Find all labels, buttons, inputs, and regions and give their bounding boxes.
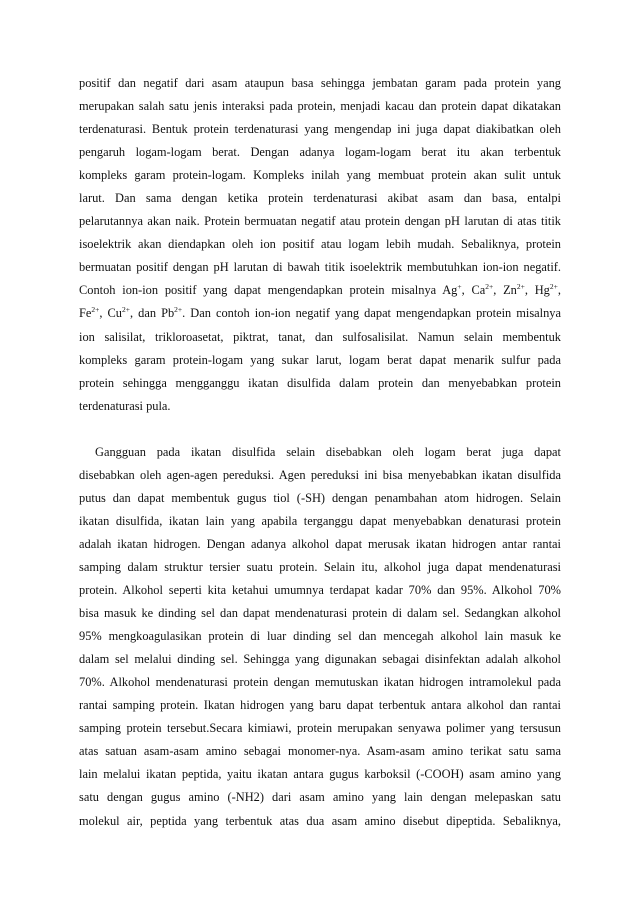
text-line: ion salisilat, trikloroasetat, piktrat, tanat, dan sulfosalisilat. Namun selain membentuk xyxy=(79,329,561,344)
text-line: samping dalam struktur tersier suatu protein. Selain itu, alkohol juga dapat mendenaturasi xyxy=(79,559,561,574)
text-segment: , Cu xyxy=(99,306,122,321)
text-segment: , Zn xyxy=(493,283,517,298)
text-segment: . Dan contoh ion-ion negatif yang dapat mengendapkan protein misalnya xyxy=(182,306,561,321)
text-line: pelarutannya akan naik. Protein bermuatan negatif atau protein dengan pH larutan di atas titik xyxy=(79,214,561,229)
charge-superscript: 2+ xyxy=(549,282,558,292)
text-segment: , Ca xyxy=(461,283,486,298)
text-line: Gangguan pada ikatan disulfida selain disebabkan oleh logam berat juga dapat xyxy=(95,444,561,459)
text-line: rantai samping protein. Ikatan hidrogen yang baru dapat terbentuk antara alkohol dan rantai xyxy=(79,698,561,713)
charge-superscript: 2+ xyxy=(516,282,525,292)
text-line: 95% mengkoagulasikan protein di luar dinding sel dan mencegah alkohol lain masuk ke xyxy=(79,629,561,644)
charge-superscript: 2+ xyxy=(174,305,183,315)
text-line: positif dan negatif dari asam ataupun basa sehingga jembatan garam pada protein yang xyxy=(79,76,561,90)
text-line: protein. Alkohol seperti kita ketahui umumnya terdapat kadar 70% dan 95%. Alkohol 70% xyxy=(79,583,561,598)
text-line: merupakan salah satu jenis interaksi pada protein, menjadi kacau dan protein dapat dikatakan xyxy=(79,99,561,114)
charge-superscript: 2+ xyxy=(485,282,494,292)
paragraph-2 xyxy=(79,441,561,833)
text-segment: Fe xyxy=(79,306,92,321)
charge-superscript: 2+ xyxy=(122,305,130,315)
text-line: molekul air, peptida yang terbentuk atas dua asam amino disebut dipeptida. Sebaliknya, xyxy=(79,813,561,828)
text-line: satu dengan gugus amino (-NH2) dari asam amino yang lain dengan melepaskan satu xyxy=(79,790,561,805)
text-line: putus dan dapat membentuk gugus tiol (-SH) dengan penambahan atom hidrogen. Selain xyxy=(79,490,561,505)
paragraph-gap xyxy=(79,418,561,441)
text-line: disebabkan oleh agen-agen pereduksi. Agen pereduksi ini bisa menyebabkan ikatan disulfida xyxy=(79,467,561,482)
text-line: terdenaturasi. Bentuk protein terdenaturasi yang mengendap ini juga dapat diakibatkan oleh xyxy=(79,122,561,137)
text-line: pengaruh logam-logam berat. Dengan adanya logam-logam berat itu akan terbentuk xyxy=(79,145,561,160)
text-line: kompleks garam protein-logam. Kompleks inilah yang membuat protein akan sulit untuk xyxy=(79,168,561,183)
charge-superscript: 2+ xyxy=(91,305,100,315)
text-segment: , xyxy=(557,283,561,298)
body-text xyxy=(79,72,561,833)
text-line: kompleks garam protein-logam yang sukar larut, logam berat dapat menarik sulfur pada xyxy=(79,352,561,367)
text-line: bisa masuk ke dinding sel dan dapat mendenaturasi protein di dalam sel. Sedangkan alkohol xyxy=(79,606,561,621)
text-line: larut. Dan sama dengan ketika protein terdenaturasi akibat asam dan basa, entalpi xyxy=(79,191,561,206)
text-line: bermuatan positif dengan pH larutan di bawah titik isoelektrik membutuhkan ion-ion negatif. xyxy=(79,260,561,275)
text-line: isoelektrik akan diendapkan oleh ion positif atau logam lebih mudah. Sebaliknya, protein xyxy=(79,237,561,252)
text-line-ions-positive xyxy=(79,279,561,302)
text-line: 70%. Alkohol mendenaturasi protein dengan memutuskan ikatan hidrogen intramolekul pada xyxy=(79,675,561,690)
text-line: samping protein tersebut.Secara kimiawi, protein merupakan senyawa polimer yang tersusun xyxy=(79,721,561,736)
text-line: atas satuan asam-asam amino sebagai monomer-nya. Asam-asam amino terikat satu sama xyxy=(79,744,561,759)
paragraph-1 xyxy=(79,72,561,418)
text-line: ikatan disulfida, ikatan lain yang apabila terganggu dapat menyebabkan denaturasi protein xyxy=(79,513,561,528)
text-segment: , Hg xyxy=(524,283,550,298)
text-line: dalam sel melalui dinding sel. Sehingga yang digunakan sebagai disinfektan adalah alkohol xyxy=(79,652,561,667)
charge-superscript: + xyxy=(457,282,462,292)
text-segment: , dan Pb xyxy=(129,306,175,321)
text-line: protein sehingga mengganggu ikatan disulfida dalam protein dan menyebabkan protein xyxy=(79,375,561,390)
text-segment: Contoh ion-ion positif yang dapat mengendapkan protein misalnya Ag xyxy=(79,283,458,298)
text-line: terdenaturasi pula. xyxy=(79,398,171,413)
text-line: adalah ikatan hidrogen. Dengan adanya alkohol dapat merusak ikatan hidrogen antar rantai xyxy=(79,536,561,551)
text-line: lain melalui ikatan peptida, yaitu ikatan antara gugus karboksil (-COOH) asam amino yang xyxy=(79,767,561,782)
text-line-ions-cont xyxy=(79,302,561,325)
